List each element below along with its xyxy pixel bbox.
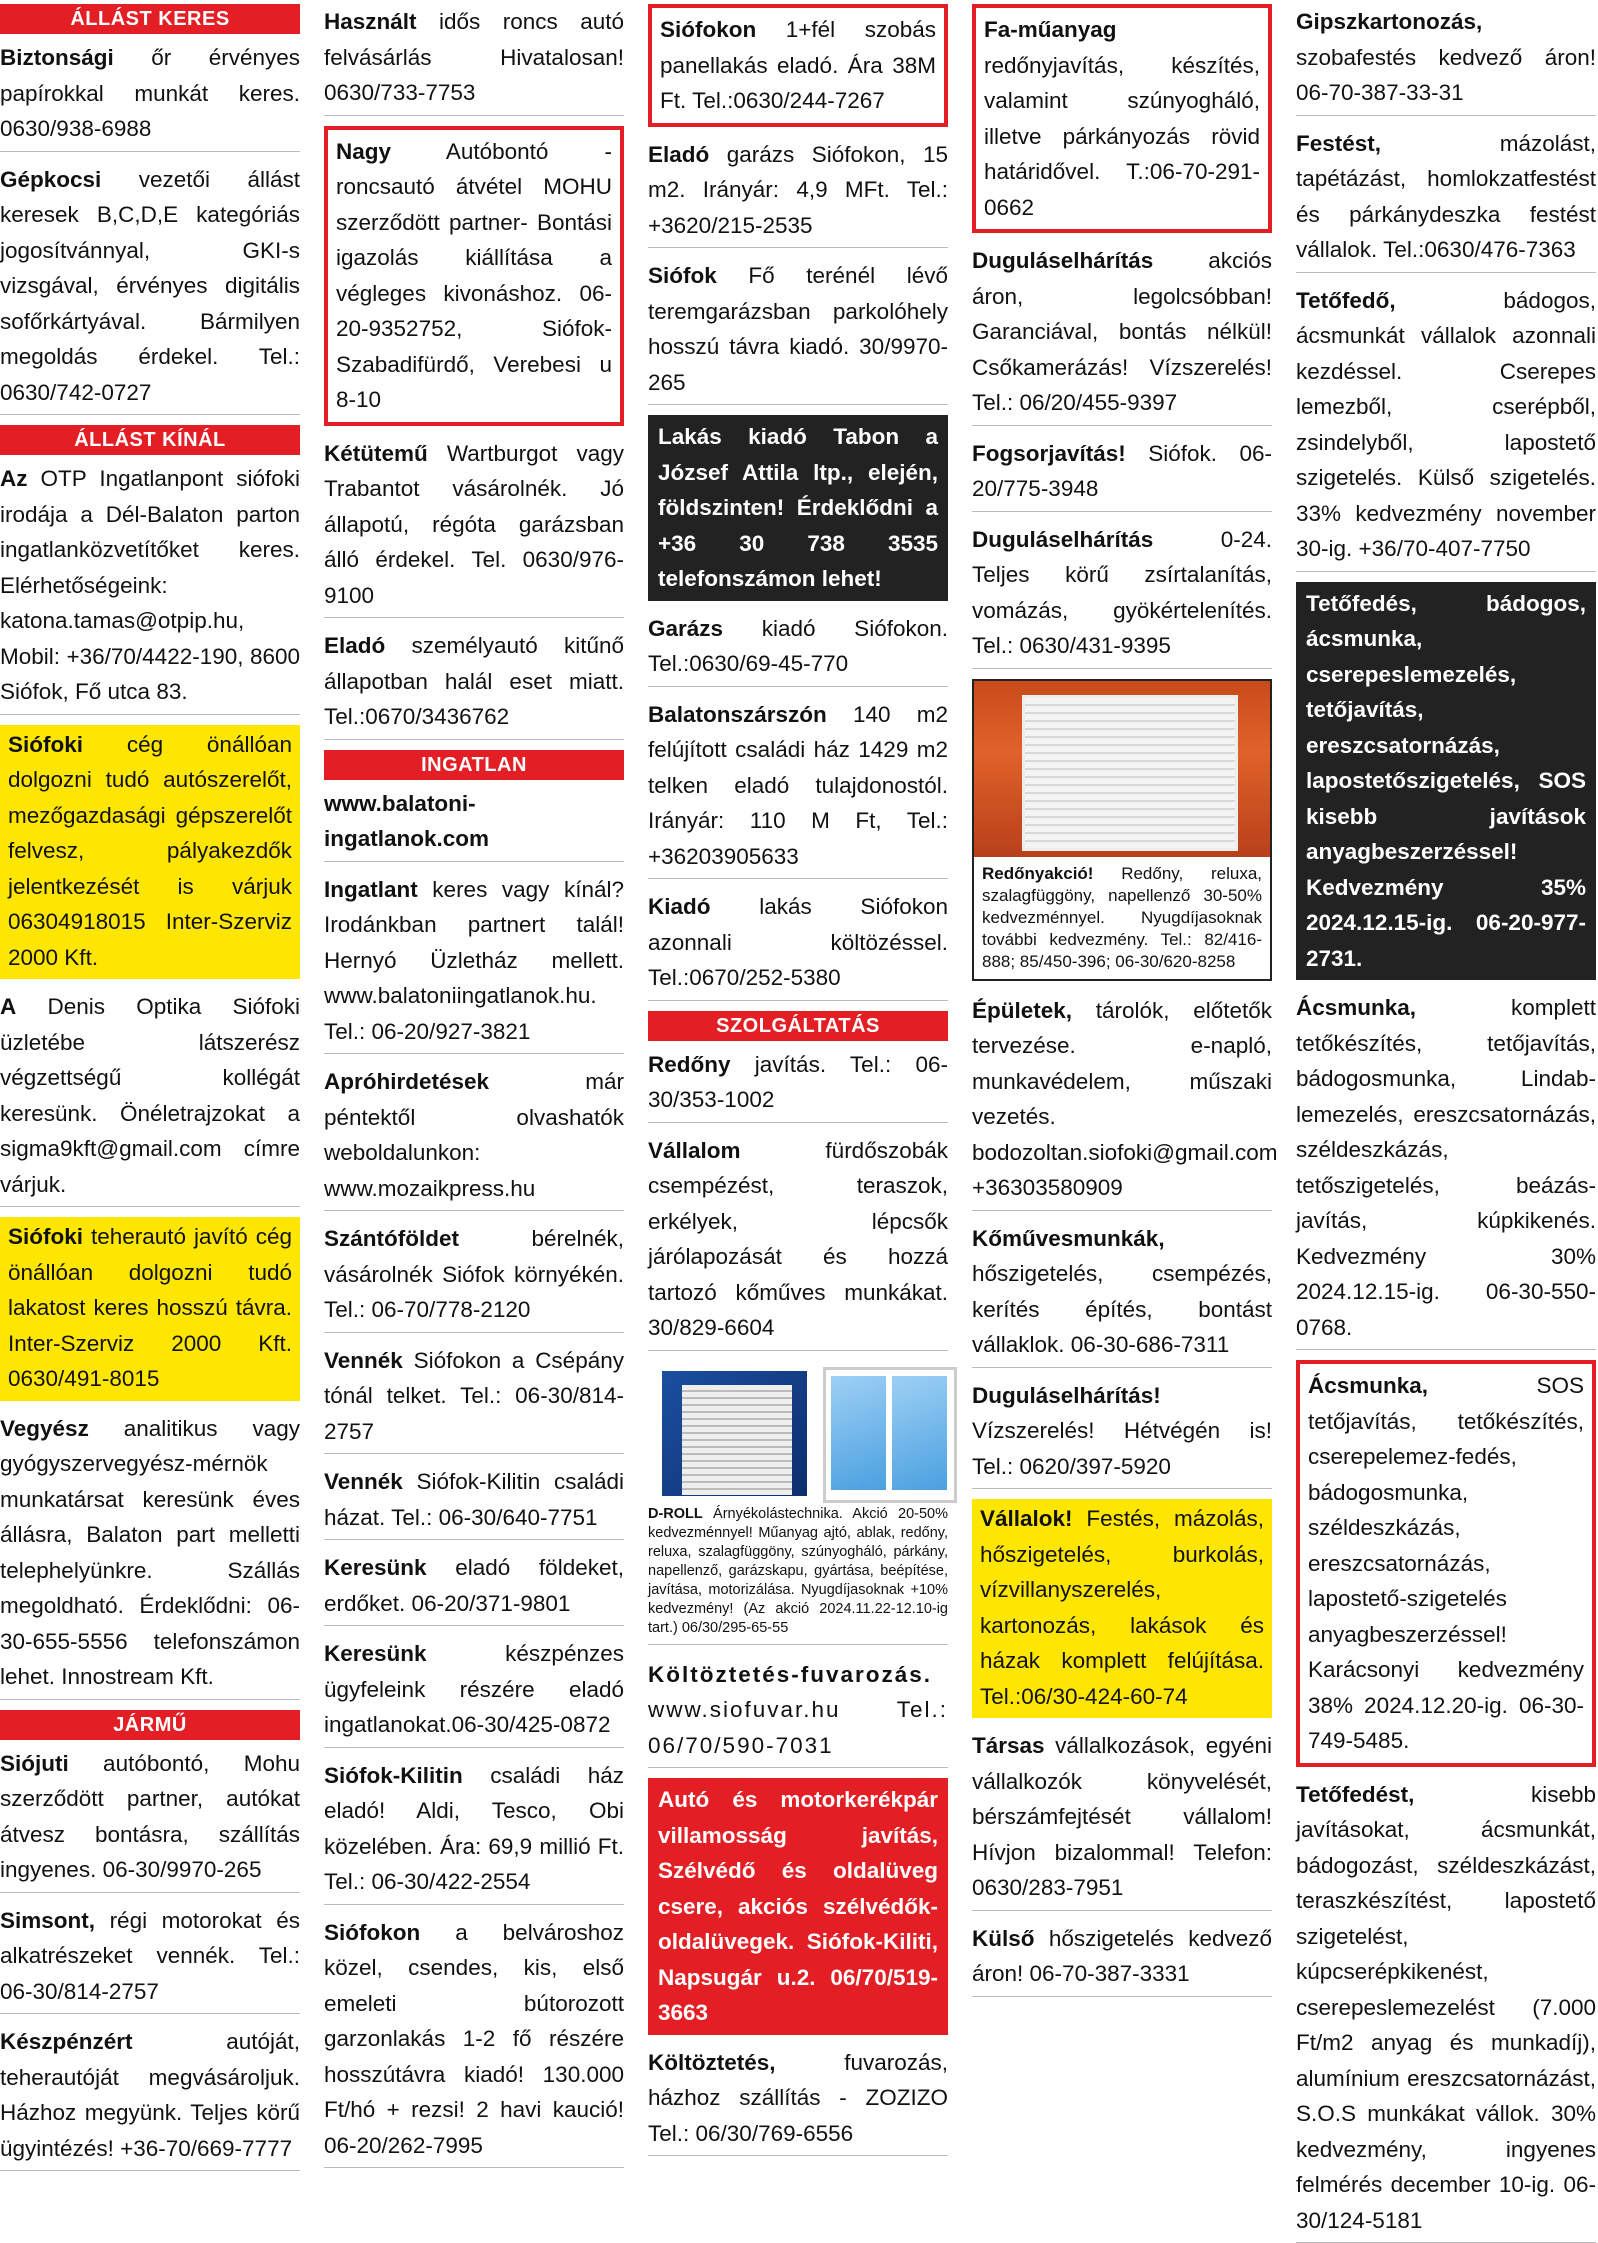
section-header-allast-keres: ÁLLÁST KERES — [0, 4, 300, 34]
ad-parkolohely: Siófok Fő terénél lévő teremgarázsban parkolóhely hosszú távra kiadó. 30/9970-265 — [648, 258, 948, 405]
ad-balatoni-ingatlanok[interactable]: www.balatoni-ingatlanok.com — [324, 786, 624, 862]
shutter-illustration-1 — [1022, 695, 1238, 851]
ad-nagy-autobonto: Nagy Autóbontó - roncsautó átvétel MOHU szerződött partner- Bontási igazolás kiállítása a végleges kivonáshoz. 06-20-9352752, Siófok-Szabadifürdő, Verebesi u 8-10 — [324, 126, 624, 426]
ad-garazs-kiado: Garázs kiadó Siófokon. Tel.:0630/69-45-770 — [648, 611, 948, 687]
ad-vallalom-furdoszoba: Vállalom fürdőszobák csempézést, teraszok, erkélyek, lépcsők járólapozását és hozzá tartozó kőműves munkákat. 30/829-6604 — [648, 1133, 948, 1351]
ad-panellakas: Siófokon 1+fél szobás panellakás eladó. Ára 38M Ft. Tel.:0630/244-7267 — [648, 4, 948, 127]
ad-dugulaselharitas-0-24: Duguláselhárítás 0-24. Teljes körű zsírtalanítás, vomázás, gyökértelenítés. Tel.: 0630/431-9395 — [972, 522, 1272, 669]
ad-dugulaselharitas-akcios: Duguláselhárítás akciós áron, legolcsóbban! Garanciával, bontás nélkül! Csőkamerázás! Vízszerelés! Tel.: 06/20/455-9397 — [972, 243, 1272, 426]
ad-elado-szemelyauto: Eladó személyautó kitűnő állapotban halál eset miatt. Tel.:0670/3436762 — [324, 628, 624, 740]
ad-siojuti: Siójuti autóbontó, Mohu szerződött partner, autókat átvesz bontásra, szállítás ingyenes. 06-30/9970-265 — [0, 1746, 300, 1893]
window-pane-left — [831, 1376, 886, 1490]
ad-fa-muanyag-redony: Fa-műanyag redőnyjavítás, készítés, valamint szúnyogháló, illetve párkányozás rövid határidővel. T.:06-70-291-0662 — [972, 4, 1272, 233]
ad-keresunk-ingatlanokat: Keresünk készpénzes ügyfeleink részére eladó ingatlanokat.06-30/425-0872 — [324, 1636, 624, 1748]
ad-vegyesz: Vegyész analitikus vagy gyógyszervegyész-mérnök munkatársat keresünk éves állásra, Balaton part melletti telephelyünkre. Szállás megoldható. Érdeklődni: 06-30-655-5556 telefonszámon lehet. Innostream Kft. — [0, 1411, 300, 1700]
column-2 — [324, 4, 624, 2157]
ad-gipszkartonozas: Gipszkartonozás, szobafestés kedvező áron! 06-70-387-33-31 — [1296, 4, 1596, 116]
ad-acsmunka-komplett: Ácsmunka, komplett tetőkészítés, tetőjavítás, bádogosmunka, Lindab-lemezelés, ereszcsatornázás, széldeszkázás, tetőszigetelés, beázás-javítás, kúpkikenés. Kedvezmény 30% 2024.12.15-ig. 06-30-550-0768. — [1296, 990, 1596, 1350]
window-illustration — [823, 1367, 957, 1503]
column-3 — [648, 4, 948, 2157]
ad-simson: Simsont, régi motorokat és alkatrészeket vennék. Tel.: 06-30/814-2757 — [0, 1903, 300, 2015]
ad-siofoki-autoszerelo: Siófoki cég önállóan dolgozni tudó autószerelőt, mezőgazdasági gépszerelőt felvesz, pályakezdők jelentkezését is várjuk 06304918015 Inter-Szerviz 2000 Kft. — [0, 725, 300, 980]
ad-keszpenzert: Készpénzért autóját, teherautóját megvásároljuk. Házhoz megyünk. Teljes körű ügyintézés! +36-70/669-7777 — [0, 2024, 300, 2171]
section-header-jarmu: JÁRMŰ — [0, 1710, 300, 1740]
ad-tarsas-vallalkozasok: Társas vállalkozások, egyéni vállalkozók könyvelését, bérszámfejtését vállalom! Hívjon bizalommal! Telefon: 0630/283-7951 — [972, 1728, 1272, 1911]
redonyakcio-box — [972, 679, 1272, 981]
ad-auto-villamossag: Autó és motorkerékpár villamosság javítás, Szélvédő és oldalüveg csere, akciós szélvédők-oldalüvegek. Siófok-Kiliti, Napsugár u.2. 06/70/519-3663 — [648, 1778, 948, 2035]
ad-siofuvar: Költöztetés-fuvarozás. www.siofuvar.hu Tel.: 06/70/590-7031 — [648, 1657, 948, 1769]
ad-szantofoldet: Szántóföldet bérelnék, vásárolnék Siófok környékén. Tel.: 06-70/778-2120 — [324, 1221, 624, 1333]
ad-kulso-hoszigeteles: Külső hőszigetelés kedvező áron! 06-70-387-3331 — [972, 1921, 1272, 1997]
section-header-ingatlan: INGATLAN — [324, 750, 624, 780]
ad-redonyakcio: Redőnyakció! Redőny, reluxa, szalagfüggöny, napellenző 30-50% kedvezménnyel. Nyugdíjasoknak további kedvezmény. Tel.: 82/416-888; 85/450-396; 06-30/620-8258 — [974, 857, 1270, 979]
column-4 — [972, 4, 1272, 2157]
ad-ingatlant: Ingatlant keres vagy kínál? Irodánkban partnert talál! Hernyó Üzletház mellett. www.balatoniingatlanok.hu. Tel.: 06-20/927-3821 — [324, 872, 624, 1055]
ad-keresunk-foldeket: Keresünk eladó földeket, erdőket. 06-20/371-9801 — [324, 1550, 624, 1626]
ad-elado-garazs: Eladó garázs Siófokon, 15 m2. Irányár: 4,9 MFt. Tel.: +3620/215-2535 — [648, 137, 948, 249]
ad-lakas-tab: Lakás kiadó Tabon a József Attila ltp., elején, földszinten! Érdeklődni a +36 30 738 3535 telefonszámon lehet! — [648, 415, 948, 601]
section-header-allast-kinal: ÁLLÁST KÍNÁL — [0, 425, 300, 455]
droll-product-image — [648, 1361, 948, 1501]
ad-ketutemu: Kétütemű Wartburgot vagy Trabantot vásárolnék. Jó állapotú, régóta garázsban álló érdekel. Tel. 0630/976-9100 — [324, 436, 624, 619]
ad-vennek-telket: Vennék Siófokon a Csépány tónál telket. Tel.: 06-30/814-2757 — [324, 1343, 624, 1455]
ad-komuvesmunkak: Kőművesmunkák, hőszigetelés, csempézés, kerítés építés, bontást vállaklok. 06-30-686-7311 — [972, 1221, 1272, 1368]
ad-koltoztetes-zozizo: Költöztetés, fuvarozás, házhoz szállítás - ZOZIZO Tel.: 06/30/769-6556 — [648, 2045, 948, 2157]
ad-festest: Festést, mázolást, tapétázást, homlokzatfestést és párkánydeszka festést vállalok. Tel.:0630/476-7363 — [1296, 126, 1596, 273]
ad-siofok-kiliti-haz: Siófok-Kilitin családi ház eladó! Aldi, Tesco, Obi közelében. Ára: 69,9 millió Ft. Tel.: 06-30/422-2554 — [324, 1758, 624, 1905]
ad-vennek-hazat: Vennék Siófok-Kilitin családi házat. Tel.: 06-30/640-7751 — [324, 1464, 624, 1540]
roller-shutter-photo — [974, 681, 1270, 857]
column-1 — [0, 4, 300, 2157]
ad-tetofedo: Tetőfedő, bádogos, ácsmunkát vállalok azonnali kezdéssel. Cserepes lemezből, cserépből, zsindelyből, lapostető szigetelés. Külső szigetelés. 33% kedvezmény november 30-ig. +36/70-407-7750 — [1296, 283, 1596, 572]
ad-biztonsagi: Biztonsági őr érvényes papírokkal munkát keres. 0630/938-6988 — [0, 40, 300, 152]
ad-redony-javitas: Redőny javítás. Tel.: 06-30/353-1002 — [648, 1047, 948, 1123]
ad-epuletek: Épületek, tárolók, előtetők tervezése. e-napló, munkavédelem, műszaki vezetés. bodozoltan.siofoki@gmail.com +36303580909 — [972, 993, 1272, 1211]
ad-kiado-lakas: Kiadó lakás Siófokon azonnali költözéssel. Tel.:0670/252-5380 — [648, 889, 948, 1001]
ad-hasznalt: Használt idős roncs autó felvásárlás Hivatalosan! 0630/733-7753 — [324, 4, 624, 116]
ad-fogsorjavitas: Fogsorjavítás! Siófok. 06-20/775-3948 — [972, 436, 1272, 512]
ad-aprohirdetesek: Apróhirdetések már péntektől olvashatók weboldalunkon: www.mozaikpress.hu — [324, 1064, 624, 1211]
ad-vallalok-festes: Vállalok! Festés, mázolás, hőszigetelés, burkolás, vízvillanyszerelés, kartonozás, lakások és házak komplett felújítása. Tel.:06/30-424-60-74 — [972, 1499, 1272, 1718]
ad-tetofedes-dark: Tetőfedés, bádogos, ácsmunka, cserepeslemezelés, tetőjavítás, ereszcsatornázás, lapostetőszigetelés, SOS kisebb javítások anyagbeszerzéssel! Kedvezmény 35% 2024.12.15-ig. 06-20-977-2731. — [1296, 582, 1596, 981]
ad-gepkocsi: Gépkocsi vezetői állást keresek B,C,D,E kategóriás jogosítvánnyal, GKI-s vizsgával, érvényes digitális sofőrkártyával. Bármilyen megoldás érdekel. Tel.: 0630/742-0727 — [0, 162, 300, 416]
window-pane-right — [892, 1376, 947, 1490]
column-5 — [1296, 4, 1596, 2157]
ad-droll: D-ROLL Árnyékolástechnika. Akció 20-50% kedvezménnyel! Műanyag ajtó, ablak, redőny, reluxa, szalagfüggöny, szúnyogháló, párkány, napellenző, garázskapu, gyártása, beépítése, javítása, motorizálása. Nyugdíjasoknak +10% kedvezmény! (Az akció 2024.11.22-12.10-ig tart.) 06/30/295-65-55 — [648, 1505, 948, 1645]
ad-tetofedest: Tetőfedést, kisebb javításokat, ácsmunkát, bádogozást, széldeszkázást, teraszkészítést, lapostető szigetelést, kúpcserépkikenést, cserepeslemezelést (7.000 Ft/m2 anyag és munkadíj), alumínium ereszcsatornázást, S.O.S munkákat vállok. 30% kedvezmény, ingyenes felmérés december 10-ig. 06-30/124-5181 — [1296, 1777, 1596, 2243]
ad-otp: Az OTP Ingatlanpont siófoki irodája a Dél-Balaton parton ingatlanközvetítőket keres. Elérhetőségeink: katona.tamas@otpip.hu, Mobil: +36/70/4422-190, 8600 Siófok, Fő utca 83. — [0, 461, 300, 715]
ad-dugulaselharitas-hetvegen: Duguláselhárítás! Vízszerelés! Hétvégén is! Tel.: 0620/397-5920 — [972, 1378, 1272, 1490]
ad-garzonlakas: Siófokon a belvároshoz közel, csendes, kis, első emeleti bútorozott garzonlakás 1-2 fő részére hosszútávra kiadó! 130.000 Ft/hó + rezsi! 2 havi kaució! 06-20/262-7995 — [324, 1915, 624, 2169]
ad-balatonszarszo: Balatonszárszón 140 m2 felújított családi ház 1429 m2 telken eladó tulajdonostól. Irányár: 110 M Ft, Tel.: +36203905633 — [648, 697, 948, 880]
section-header-szolgaltatas: SZOLGÁLTATÁS — [648, 1011, 948, 1041]
ad-siofoki-lakatos: Siófoki teherautó javító cég önállóan dolgozni tudó lakatost keres hosszú távra. Inter-Szerviz 2000 Kft. 0630/491-8015 — [0, 1217, 300, 1401]
roller-shutter-illustration — [682, 1385, 792, 1495]
ad-denis-optika: A Denis Optika Siófoki üzletébe látszerész végzettségű kollégát keresünk. Önéletrajzokat a sigma9kft@gmail.com címre várjuk. — [0, 989, 300, 1207]
ad-acsmunka-sos: Ácsmunka, SOS tetőjavítás, tetőkészítés, cserepelemez-fedés, bádogosmunka, széldeszkázás, ereszcsatornázás, lapostető-szigetelés anyagbeszerzéssel! Karácsonyi kedvezmény 38% 2024.12.20-ig. 06-30-749-5485. — [1296, 1360, 1596, 1767]
